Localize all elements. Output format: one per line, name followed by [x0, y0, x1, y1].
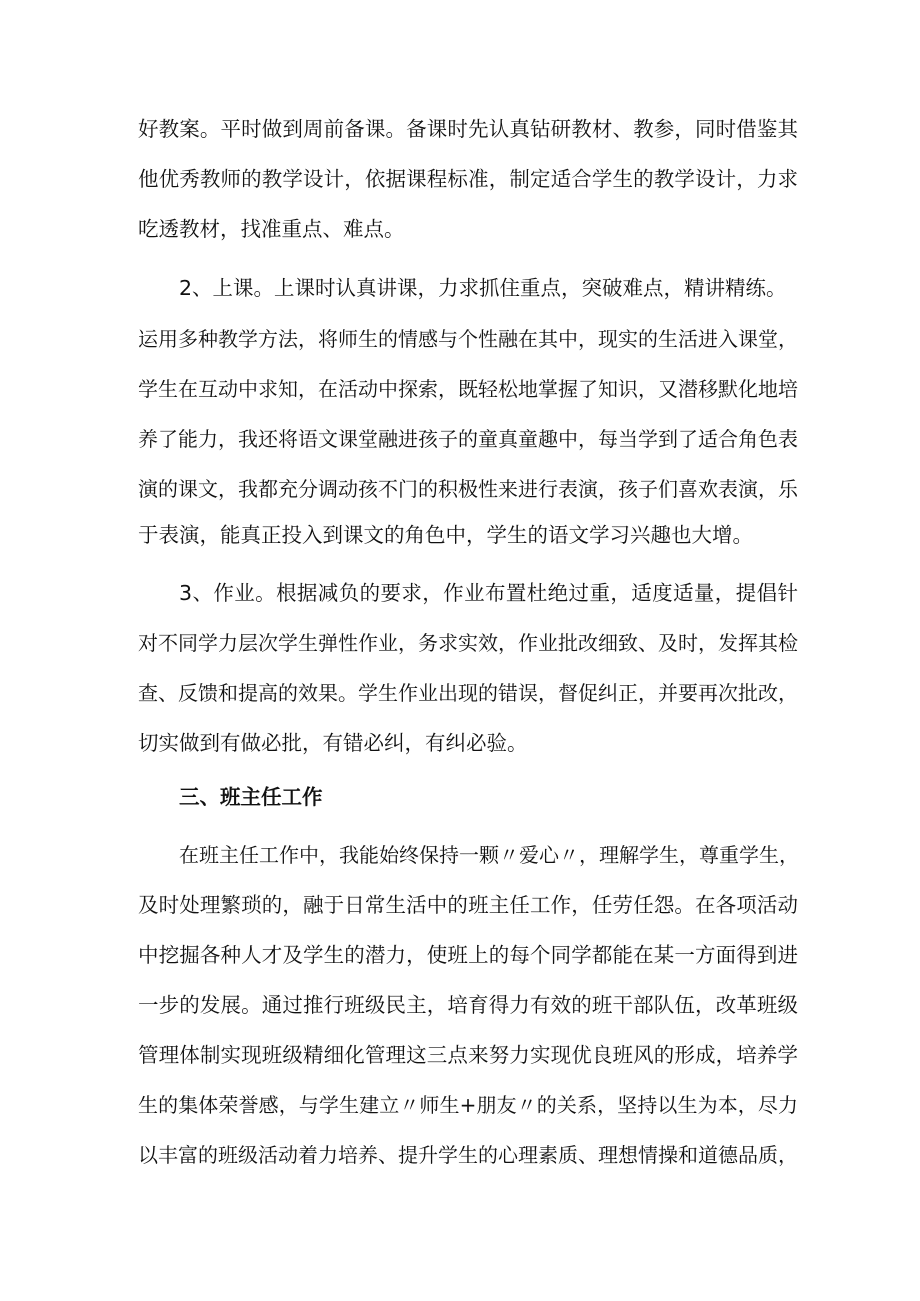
paragraph-3-line-2: 对不同学力层次学生弹性作业，务求实效，作业批改细致、及时，发挥其检 [138, 631, 798, 655]
paragraph-4-line-7: 以丰富的班级活动着力培养、提升学生的心理素质、理想情操和道德品质， [138, 1143, 798, 1167]
paragraph-1-line-2: 他优秀教师的教学设计，依据课程标准，制定适合学生的教学设计，力求 [138, 167, 798, 191]
paragraph-1-line-1: 好教案。平时做到周前备课。备课时先认真钻研教材、教参，同时借鉴其 [138, 117, 798, 141]
paragraph-4-line-4: 一步的发展。通过推行班级民主，培育得力有效的班干部队伍，改革班级 [138, 993, 798, 1017]
paragraph-3-line-1: 3、作业。根据减负的要求，作业布置杜绝过重，适度适量，提倡针 [179, 581, 798, 605]
paragraph-2-line-3: 学生在互动中求知，在活动中探索，既轻松地掌握了知识，又潜移默化地培 [138, 377, 798, 401]
paragraph-4-line-1: 在班主任工作中，我能始终保持一颗〃爱心〃，理解学生，尊重学生， [179, 843, 799, 867]
paragraph-3-line-3: 查、反馈和提高的效果。学生作业出现的错误，督促纠正，并要再次批改， [138, 681, 798, 705]
paragraph-4-line-6: 生的集体荣誉感，与学生建立〃师生+朋友〃的关系，坚持以生为本，尽力 [138, 1093, 798, 1117]
section-heading: 三、班主任工作 [179, 785, 323, 809]
paragraph-4-line-2: 及时处理繁琐的，融于日常生活中的班主任工作，任劳任怨。在各项活动 [138, 893, 798, 917]
paragraph-2-line-2: 运用多种教学方法，将师生的情感与个性融在其中，现实的生活进入课堂， [138, 327, 798, 351]
paragraph-2-line-6: 于表演，能真正投入到课文的角色中，学生的语文学习兴趣也大增。 [138, 523, 753, 547]
paragraph-3-line-4: 切实做到有做必批，有错必纠，有纠必验。 [138, 731, 528, 755]
paragraph-4-line-5: 管理体制实现班级精细化管理这三点来努力实现优良班风的形成，培养学 [138, 1043, 798, 1067]
paragraph-1-line-3: 吃透教材，找准重点、难点。 [138, 217, 405, 241]
paragraph-2-line-4: 养了能力，我还将语文课堂融进孩子的童真童趣中，每当学到了适合角色表 [138, 427, 798, 451]
paragraph-4-line-3: 中挖掘各种人才及学生的潜力，使班上的每个同学都能在某一方面得到进 [138, 943, 798, 967]
paragraph-2-line-5: 演的课文，我都充分调动孩不门的积极性来进行表演，孩子们喜欢表演，乐 [138, 477, 798, 501]
paragraph-2-line-1: 2、上课。上课时认真讲课，力求抓住重点，突破难点，精讲精练。 [179, 276, 787, 300]
